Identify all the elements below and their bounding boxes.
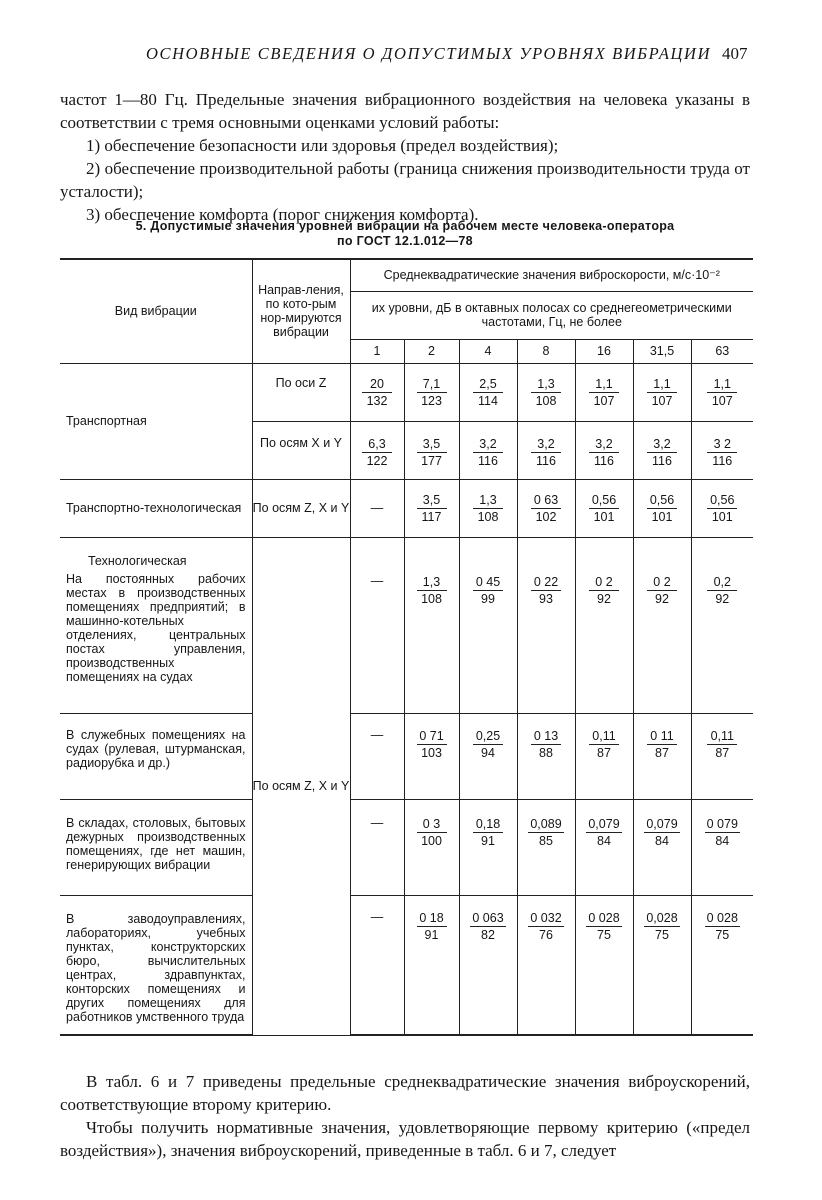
velocity-value: 0 028 bbox=[706, 910, 738, 925]
table-row bbox=[60, 363, 753, 421]
velocity-value: 7,1 bbox=[417, 376, 447, 393]
velocity-level-fraction bbox=[417, 728, 447, 761]
value-cell bbox=[404, 421, 459, 479]
velocity-value: 1,3 bbox=[417, 574, 447, 591]
level-db: 92 bbox=[655, 591, 669, 606]
velocity-value: 3,2 bbox=[589, 436, 619, 453]
value-cell bbox=[404, 537, 459, 713]
no-value-dash: — bbox=[370, 727, 384, 742]
velocity-value: 3,5 bbox=[417, 436, 447, 453]
value-cell bbox=[459, 363, 517, 421]
velocity-value: 0 3 bbox=[417, 816, 447, 833]
velocity-level-fraction bbox=[417, 436, 447, 469]
value-cell bbox=[691, 479, 753, 537]
level-db: 101 bbox=[711, 509, 733, 524]
vibration-limits-table bbox=[60, 258, 753, 1036]
header-kind: Вид вибрации bbox=[60, 259, 252, 363]
velocity-value: 0 22 bbox=[531, 574, 561, 591]
level-db: 88 bbox=[539, 745, 553, 760]
level-db: 101 bbox=[651, 509, 673, 524]
level-db: 177 bbox=[421, 453, 442, 468]
value-cell bbox=[517, 479, 575, 537]
velocity-value: 3,5 bbox=[417, 492, 447, 509]
direction-cell: По осям Z, X и Y bbox=[252, 537, 350, 1035]
velocity-level-fraction bbox=[705, 816, 740, 849]
velocity-value: 0,089 bbox=[530, 816, 562, 831]
value-cell bbox=[404, 895, 459, 1035]
level-db: 84 bbox=[715, 833, 730, 848]
caption-line-2: по ГОСТ 12.1.012—78 bbox=[337, 234, 473, 248]
freq-header: 8 bbox=[517, 339, 575, 363]
level-db: 76 bbox=[539, 927, 553, 942]
velocity-value: 0 2 bbox=[589, 574, 619, 591]
velocity-level-fraction bbox=[531, 376, 561, 409]
level-db: 107 bbox=[651, 393, 673, 408]
velocity-level-fraction bbox=[531, 436, 561, 469]
value-cell bbox=[633, 479, 691, 537]
velocity-level-fraction bbox=[647, 728, 677, 761]
page-number: 407 bbox=[722, 44, 748, 63]
value-cell bbox=[517, 713, 575, 799]
velocity-value: 0,2 bbox=[707, 574, 737, 591]
velocity-level-fraction bbox=[707, 436, 737, 469]
value-cell bbox=[633, 363, 691, 421]
velocity-level-fraction bbox=[473, 728, 503, 761]
direction-cell: По оси Z bbox=[252, 363, 350, 421]
velocity-value: 2,5 bbox=[473, 376, 503, 393]
velocity-value: 0 63 bbox=[531, 492, 561, 509]
outro-paragraph-2: Чтобы получить нормативные значения, удовлетворяющие первому критерию («предел воздействия»), значения виброускорений, приведенные в табл. 6 и 7, следует bbox=[60, 1118, 750, 1160]
level-db: 91 bbox=[424, 927, 439, 942]
level-db: 91 bbox=[481, 833, 495, 848]
table-row bbox=[60, 799, 753, 895]
tech-row-label: В служебных помещениях на судах (рулевая, штурманская, радиорубка и др.) bbox=[60, 713, 252, 799]
velocity-level-fraction bbox=[528, 816, 563, 849]
level-db: 75 bbox=[655, 927, 669, 942]
level-db: 132 bbox=[366, 393, 388, 408]
value-cell bbox=[517, 895, 575, 1035]
velocity-level-fraction bbox=[528, 910, 563, 943]
velocity-level-fraction bbox=[647, 492, 677, 525]
velocity-level-fraction bbox=[644, 910, 679, 943]
velocity-value: 0 028 bbox=[588, 910, 620, 925]
value-cell bbox=[350, 421, 404, 479]
level-db: 84 bbox=[597, 833, 611, 848]
value-cell bbox=[459, 421, 517, 479]
level-db: 116 bbox=[712, 453, 733, 468]
level-db: 116 bbox=[594, 453, 614, 468]
value-cell bbox=[575, 421, 633, 479]
velocity-value: 0,079 bbox=[646, 816, 678, 831]
value-cell bbox=[350, 713, 404, 799]
velocity-level-fraction bbox=[417, 376, 447, 409]
tech-row-label: В заводоуправлениях, лабораториях, учебных пунктах, конструкторских бюро, вычислительных центрах, здравпунктах, конторских помещениях и других помещениях для работников умственного труда bbox=[60, 895, 252, 1035]
level-db: 75 bbox=[597, 927, 611, 942]
velocity-value: 20 bbox=[362, 376, 392, 393]
value-cell bbox=[575, 537, 633, 713]
value-cell bbox=[350, 479, 404, 537]
level-db: 82 bbox=[481, 927, 495, 942]
value-cell bbox=[459, 537, 517, 713]
velocity-level-fraction bbox=[586, 910, 621, 943]
velocity-level-fraction bbox=[707, 574, 737, 607]
value-cell bbox=[633, 537, 691, 713]
kind-transport: Транспортная bbox=[60, 363, 252, 479]
velocity-level-fraction bbox=[531, 574, 561, 607]
level-db: 87 bbox=[655, 745, 669, 760]
velocity-value: 0 2 bbox=[647, 574, 677, 591]
table-caption bbox=[60, 219, 750, 249]
header-velocity: Среднеквадратические значения виброскорости, м/с·10⁻² bbox=[350, 259, 753, 291]
velocity-level-fraction bbox=[362, 376, 392, 409]
level-db: 92 bbox=[597, 591, 611, 606]
level-db: 108 bbox=[477, 509, 499, 524]
velocity-level-fraction bbox=[473, 376, 503, 409]
kind-technological: Технологическая bbox=[88, 553, 187, 568]
value-cell bbox=[633, 713, 691, 799]
velocity-value: 0 13 bbox=[531, 728, 561, 745]
level-db: 92 bbox=[715, 591, 730, 606]
velocity-value: 0,18 bbox=[473, 816, 503, 833]
header-levels: их уровни, дБ в октавных полосах со среднегеометрическими частотами, Гц, не более bbox=[350, 291, 753, 339]
level-db: 122 bbox=[366, 453, 388, 468]
value-cell bbox=[691, 421, 753, 479]
value-cell bbox=[350, 895, 404, 1035]
velocity-level-fraction bbox=[473, 492, 503, 525]
value-cell bbox=[575, 799, 633, 895]
value-cell bbox=[404, 713, 459, 799]
velocity-level-fraction bbox=[647, 436, 677, 469]
velocity-value: 0 11 bbox=[647, 728, 677, 745]
no-value-dash: — bbox=[370, 573, 384, 588]
velocity-value: 0 45 bbox=[473, 574, 503, 591]
velocity-value: 1,3 bbox=[531, 376, 561, 393]
velocity-level-fraction bbox=[589, 574, 619, 607]
criterion-2: 2) обеспечение производительной работы (граница снижения производительности труда от усталости); bbox=[60, 159, 750, 201]
freq-header: 2 bbox=[404, 339, 459, 363]
value-cell bbox=[350, 537, 404, 713]
freq-header: 1 bbox=[350, 339, 404, 363]
velocity-level-fraction bbox=[417, 574, 447, 607]
velocity-level-fraction bbox=[362, 436, 392, 469]
value-cell bbox=[575, 713, 633, 799]
value-cell bbox=[404, 479, 459, 537]
value-cell bbox=[350, 799, 404, 895]
velocity-level-fraction bbox=[707, 728, 737, 761]
velocity-value: 1,1 bbox=[707, 376, 737, 393]
freq-header: 4 bbox=[459, 339, 517, 363]
value-cell bbox=[517, 799, 575, 895]
value-cell bbox=[691, 537, 753, 713]
velocity-value: 3,2 bbox=[647, 436, 677, 453]
velocity-level-fraction bbox=[470, 910, 505, 943]
value-cell bbox=[633, 895, 691, 1035]
intro-paragraph: частот 1—80 Гц. Предельные значения вибрационного воздействия на человека указаны в соответствии с тремя основными оценками условий работы: bbox=[60, 90, 750, 132]
level-db: 114 bbox=[478, 393, 498, 408]
table-row bbox=[60, 537, 753, 713]
level-db: 116 bbox=[536, 453, 556, 468]
kind-transport-tech: Транспортно-технологическая bbox=[60, 479, 252, 537]
velocity-value: 0,56 bbox=[707, 492, 737, 509]
value-cell bbox=[575, 363, 633, 421]
level-db: 116 bbox=[478, 453, 498, 468]
velocity-level-fraction bbox=[531, 492, 561, 525]
velocity-value: 0 18 bbox=[417, 910, 447, 927]
velocity-value: 0,11 bbox=[589, 728, 619, 745]
value-cell bbox=[691, 895, 753, 1035]
level-db: 85 bbox=[539, 833, 553, 848]
running-title: ОСНОВНЫЕ СВЕДЕНИЯ О ДОПУСТИМЫХ УРОВНЯХ ВИБРАЦИИ bbox=[146, 44, 712, 63]
value-cell bbox=[459, 479, 517, 537]
velocity-value: 0,079 bbox=[588, 816, 620, 831]
value-cell bbox=[633, 421, 691, 479]
velocity-level-fraction bbox=[705, 910, 740, 943]
kind-tech-1 bbox=[60, 537, 252, 713]
value-cell bbox=[633, 799, 691, 895]
velocity-level-fraction bbox=[473, 816, 503, 849]
criterion-3: 3) обеспечение комфорта (порог снижения комфорта). bbox=[86, 205, 479, 224]
level-db: 123 bbox=[421, 393, 442, 408]
level-db: 87 bbox=[715, 745, 730, 760]
velocity-level-fraction bbox=[473, 574, 503, 607]
velocity-value: 0,56 bbox=[647, 492, 677, 509]
value-cell bbox=[459, 895, 517, 1035]
velocity-value: 3 2 bbox=[707, 436, 737, 453]
level-db: 103 bbox=[421, 745, 442, 760]
caption-line-1: 5. Допустимые значения уровней вибрации на рабочем месте человека-оператора bbox=[135, 219, 675, 233]
value-cell bbox=[517, 363, 575, 421]
level-db: 94 bbox=[481, 745, 495, 760]
value-cell bbox=[404, 363, 459, 421]
velocity-value: 1,1 bbox=[589, 376, 619, 393]
value-cell bbox=[517, 421, 575, 479]
velocity-value: 0 032 bbox=[530, 910, 562, 925]
no-value-dash: — bbox=[370, 909, 384, 924]
value-cell bbox=[350, 363, 404, 421]
velocity-value: 3,2 bbox=[473, 436, 503, 453]
outro-paragraph-1: В табл. 6 и 7 приведены предельные среднеквадратические значения виброускорений, соответствующие второму критерию. bbox=[60, 1072, 750, 1114]
level-db: 102 bbox=[535, 509, 557, 524]
velocity-value: 0 079 bbox=[706, 816, 738, 831]
freq-header: 16 bbox=[575, 339, 633, 363]
level-db: 107 bbox=[593, 393, 615, 408]
direction-cell: По осям X и Y bbox=[252, 421, 350, 479]
velocity-value: 0,56 bbox=[589, 492, 619, 509]
level-db: 107 bbox=[711, 393, 733, 408]
velocity-value: 3,2 bbox=[531, 436, 561, 453]
velocity-level-fraction bbox=[647, 376, 677, 409]
level-db: 84 bbox=[655, 833, 669, 848]
value-cell bbox=[459, 799, 517, 895]
value-cell bbox=[691, 799, 753, 895]
velocity-level-fraction bbox=[417, 816, 447, 849]
velocity-value: 0 71 bbox=[417, 728, 447, 745]
level-db: 99 bbox=[481, 591, 495, 606]
velocity-level-fraction bbox=[531, 728, 561, 761]
velocity-value: 1,3 bbox=[473, 492, 503, 509]
value-cell bbox=[575, 479, 633, 537]
no-value-dash: — bbox=[370, 501, 384, 515]
value-cell bbox=[459, 713, 517, 799]
value-cell bbox=[404, 799, 459, 895]
no-value-dash: — bbox=[370, 815, 384, 830]
level-db: 93 bbox=[539, 591, 553, 606]
value-cell bbox=[691, 713, 753, 799]
velocity-level-fraction bbox=[473, 436, 503, 469]
level-db: 108 bbox=[535, 393, 557, 408]
velocity-level-fraction bbox=[707, 492, 737, 525]
freq-header: 63 bbox=[691, 339, 753, 363]
value-cell bbox=[691, 363, 753, 421]
level-db: 117 bbox=[421, 509, 442, 524]
table-row bbox=[60, 895, 753, 1035]
velocity-level-fraction bbox=[417, 492, 447, 525]
velocity-level-fraction bbox=[707, 376, 737, 409]
velocity-value: 1,1 bbox=[647, 376, 677, 393]
velocity-value: 6,3 bbox=[362, 436, 392, 453]
velocity-level-fraction bbox=[589, 376, 619, 409]
level-db: 116 bbox=[652, 453, 672, 468]
velocity-level-fraction bbox=[644, 816, 679, 849]
velocity-value: 0 063 bbox=[472, 910, 504, 925]
velocity-level-fraction bbox=[417, 910, 447, 943]
outro-text bbox=[60, 1070, 750, 1162]
table-row bbox=[60, 713, 753, 799]
velocity-value: 0,25 bbox=[473, 728, 503, 745]
header-direction: Направ-ления, по кото-рым нор-мируются вибрации bbox=[252, 259, 350, 363]
intro-text bbox=[60, 88, 750, 226]
velocity-level-fraction bbox=[586, 816, 621, 849]
tech-row-label: В складах, столовых, бытовых дежурных производственных помещениях, где нет машин, генерирующих вибрации bbox=[60, 799, 252, 895]
value-cell bbox=[517, 537, 575, 713]
direction-cell: По осям Z, X и Y bbox=[252, 479, 350, 537]
level-db: 75 bbox=[715, 927, 730, 942]
level-db: 101 bbox=[593, 509, 615, 524]
level-db: 87 bbox=[597, 745, 611, 760]
freq-header: 31,5 bbox=[633, 339, 691, 363]
value-cell bbox=[575, 895, 633, 1035]
velocity-level-fraction bbox=[647, 574, 677, 607]
velocity-value: 0,11 bbox=[707, 728, 737, 745]
level-db: 100 bbox=[421, 833, 442, 848]
tech-row-label: На постоянных рабочих местах в производственных помещениях предприятий; в машинно-котельных отделениях, центральных постах управления, производственных помещениях на судах bbox=[66, 571, 246, 684]
velocity-value: 0,028 bbox=[646, 910, 678, 925]
velocity-level-fraction bbox=[589, 492, 619, 525]
level-db: 108 bbox=[421, 591, 442, 606]
velocity-level-fraction bbox=[589, 728, 619, 761]
table-row bbox=[60, 479, 753, 537]
criterion-1: 1) обеспечение безопасности или здоровья (предел воздействия); bbox=[86, 136, 559, 155]
velocity-level-fraction bbox=[589, 436, 619, 469]
